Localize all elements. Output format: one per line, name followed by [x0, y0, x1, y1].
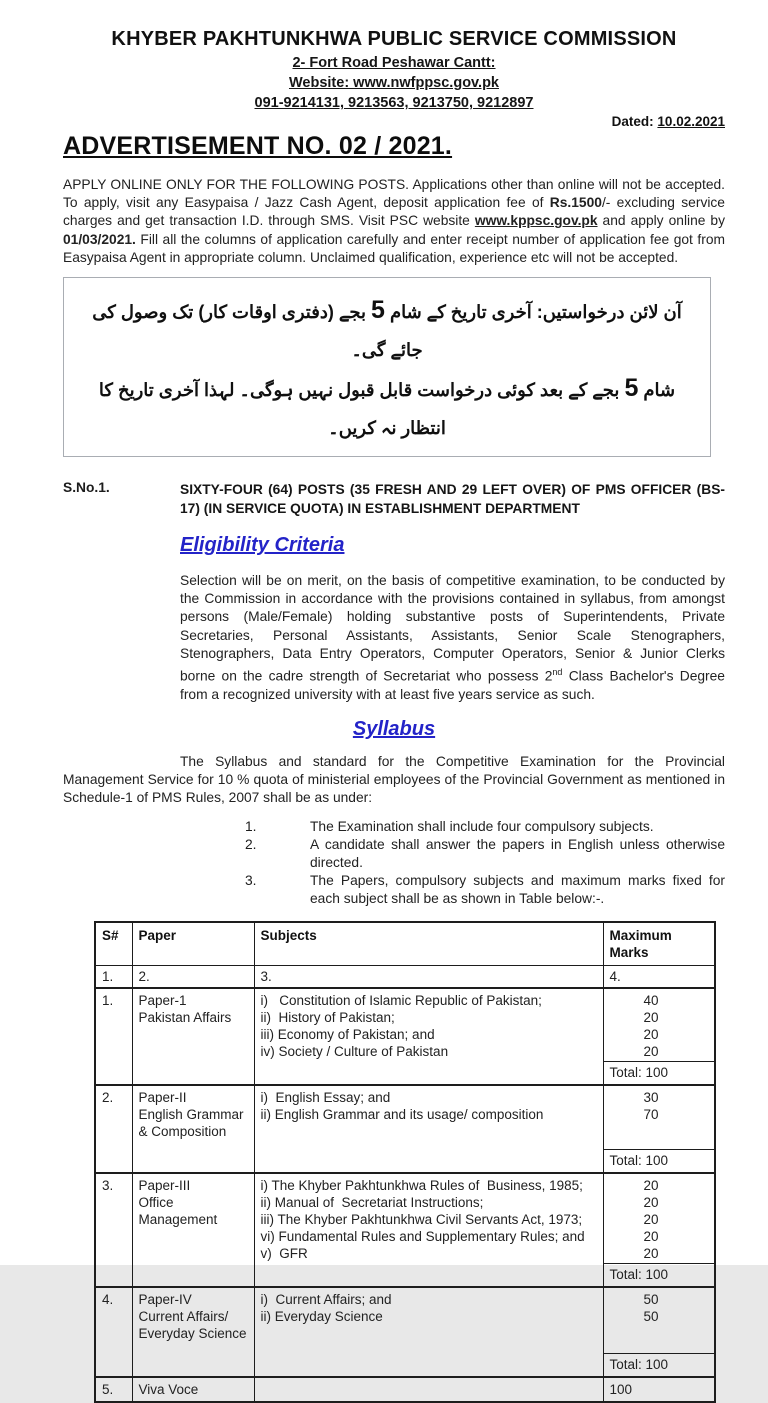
paper-line: Pakistan Affairs	[138, 1009, 232, 1025]
paper-line: Paper-IV	[138, 1291, 192, 1307]
marks-value: 20	[643, 1228, 659, 1244]
row-sn: 2.	[95, 1085, 132, 1173]
intro-text-3: and apply online by	[597, 213, 726, 229]
eligibility-paragraph	[180, 572, 725, 704]
row-sn: 1.	[95, 988, 132, 1085]
eligibility-text-pre: Selection will be on merit, on the basis of competitive examination, to be conducted by the Commission in accordance with the provisions contained in syllabus, from amongst persons (Male/Female) holding substantive posts of Superintendents, Private Secretaries, Personal Assistants, Assistants, Senior Scale Stenographers, Stenographers, Data Entry Operators, Computer Operators, Senior & Junior Clerks borne on the cadre strength of Secretariat who possess 2	[180, 573, 725, 684]
urdu-notice-line-2	[78, 369, 696, 447]
list-item-text: A candidate shall answer the papers in English unless otherwise directed.	[310, 836, 725, 871]
row-subjects	[254, 1377, 603, 1402]
marks-value: 20	[643, 1177, 659, 1193]
subject-line: iv) Society / Culture of Pakistan	[260, 1043, 449, 1059]
marks-value: 40	[643, 992, 659, 1008]
table-row	[95, 1287, 715, 1377]
col-header-paper: Paper	[132, 922, 254, 966]
dated-label: Dated:	[611, 114, 658, 129]
subject-line: ii) English Grammar and its usage/ composition	[260, 1106, 544, 1122]
urdu-line1-post: بجے (دفتری اوقات کار) تک وصول کی جائے گی۔	[92, 302, 423, 361]
paper-line: & Composition	[138, 1123, 227, 1139]
subheader-cell: 2.	[132, 965, 254, 988]
table-row	[95, 1173, 715, 1287]
list-item	[63, 836, 725, 872]
urdu-line1-pre: آن لائن درخواستیں: آخری تاریخ کے شام	[384, 302, 682, 323]
urdu-line1-time: 5	[371, 296, 385, 325]
row-paper	[132, 988, 254, 1085]
subject-line: v) GFR	[260, 1245, 308, 1261]
post-serial-number: S.No.1.	[63, 480, 110, 496]
commission-phones: 091-9214131, 9213563, 9213750, 9212897	[254, 95, 534, 111]
subheader-cell: 3.	[254, 965, 603, 988]
row-paper	[132, 1173, 254, 1287]
row-marks	[603, 1173, 715, 1287]
list-item-text: The Papers, compulsory subjects and maximum marks fixed for each subject shall be as shown in Table below:-.	[310, 873, 725, 907]
papers-marks-table	[94, 921, 716, 1403]
marks-value: 50	[643, 1308, 659, 1324]
marks-value: 20	[643, 1211, 659, 1227]
marks-value: 20	[643, 1194, 659, 1210]
subject-line: i) Constitution of Islamic Republic of Pakistan;	[260, 992, 542, 1008]
paper-line: English Grammar	[138, 1106, 244, 1122]
dated-line	[63, 114, 725, 129]
marks-value: 30	[643, 1089, 659, 1105]
table-row	[95, 1377, 715, 1402]
subject-line: i) The Khyber Pakhtunkhwa Rules of Business, 1985;	[260, 1177, 583, 1193]
col-header-max-marks: Maximum Marks	[603, 922, 715, 966]
urdu-line2-post: بجے کے بعد کوئی درخواست قابل قبول نہیں ہوگی۔ لہذا آخری تاریخ کا انتظار نہ کریں۔	[98, 380, 625, 439]
apply-instructions-paragraph	[63, 176, 725, 267]
paper-line: Management	[138, 1211, 218, 1227]
row-paper	[132, 1085, 254, 1173]
subject-line: i) English Essay; and	[260, 1089, 391, 1105]
list-item-text: The Examination shall include four compulsory subjects.	[310, 818, 654, 834]
row-marks	[603, 988, 715, 1085]
row-sn: 3.	[95, 1173, 132, 1287]
row-paper	[132, 1377, 254, 1402]
marks-value: 20	[643, 1245, 659, 1261]
post-section	[63, 480, 725, 518]
intro-text-4: Fill all the columns of application carefully and enter receipt number of application fee got from Easypaisa Agent in appropriate column. Unclaimed qualification, experience etc will not be accepted.	[63, 231, 725, 265]
commission-website: Website: www.nwfppsc.gov.pk	[288, 75, 499, 91]
marks-value: 50	[643, 1291, 659, 1307]
list-item	[63, 818, 725, 836]
table-row	[95, 988, 715, 1085]
subject-line: iii) Economy of Pakistan; and	[260, 1026, 435, 1042]
row-sn: 5.	[95, 1377, 132, 1402]
table-row	[95, 1085, 715, 1173]
subheader-cell: 1.	[95, 965, 132, 988]
urdu-notice-box	[63, 277, 711, 457]
document-header	[63, 28, 725, 111]
marks-total: Total: 100	[604, 1353, 715, 1376]
subject-line: ii) History of Pakistan;	[260, 1009, 395, 1025]
marks-value: 70	[643, 1106, 659, 1122]
row-marks	[603, 1287, 715, 1377]
dated-value: 10.02.2021	[657, 114, 725, 129]
marks-value: 20	[643, 1009, 659, 1025]
post-title: SIXTY-FOUR (64) POSTS (35 FRESH AND 29 LEFT OVER) OF PMS OFFICER (BS-17) (IN SERVICE QUOTA) IN ESTABLISHMENT DEPARTMENT	[180, 482, 725, 517]
eligibility-criteria-heading: Eligibility Criteria	[180, 534, 345, 557]
paper-line: Paper-1	[138, 992, 187, 1008]
commission-address: 2- Fort Road Peshawar Cantt:	[292, 55, 496, 71]
marks-total: Total: 100	[604, 1263, 715, 1286]
paper-line: Current Affairs/	[138, 1308, 229, 1324]
urdu-line2-pre: شام	[638, 380, 676, 401]
row-subjects	[254, 1085, 603, 1173]
apply-deadline: 01/03/2021.	[63, 231, 136, 247]
subject-line: ii) Manual of Secretariat Instructions;	[260, 1194, 484, 1210]
intro-text-2: /- excluding service charges and get transaction I.D. through SMS. Visit PSC website	[63, 195, 725, 229]
list-item-number: 2.	[245, 836, 257, 852]
paper-line: Paper-II	[138, 1089, 187, 1105]
marks-value: 100	[609, 1381, 633, 1397]
urdu-notice-line-1	[78, 291, 696, 369]
psc-website-link: www.kppsc.gov.pk	[474, 213, 598, 229]
syllabus-intro-paragraph: The Syllabus and standard for the Competitive Examination for the Provincial Management Service for 10 % quota of ministerial employees of the Provincial Government as mentioned in Schedule-1 of PMS Rules, 2007 shall be as under:	[63, 754, 725, 806]
marks-value: 20	[643, 1043, 659, 1059]
syllabus-heading: Syllabus	[352, 718, 436, 741]
marks-value: 20	[643, 1026, 659, 1042]
paper-line: Paper-III	[138, 1177, 191, 1193]
list-item-number: 3.	[245, 873, 257, 889]
col-header-sn: S#	[95, 922, 132, 966]
commission-title: KHYBER PAKHTUNKHWA PUBLIC SERVICE COMMISSION	[111, 28, 677, 50]
list-item-number: 1.	[245, 818, 257, 834]
row-marks	[603, 1377, 715, 1402]
subheader-cell: 4.	[603, 965, 715, 988]
row-paper	[132, 1287, 254, 1377]
marks-total: Total: 100	[604, 1149, 715, 1172]
ordinal-superscript: nd	[552, 667, 563, 678]
marks-total: Total: 100	[604, 1061, 715, 1084]
paper-line: Everyday Science	[138, 1325, 247, 1341]
col-header-subjects: Subjects	[254, 922, 603, 966]
subject-line: vi) Fundamental Rules and Supplementary Rules; and	[260, 1228, 585, 1244]
row-subjects	[254, 1287, 603, 1377]
row-subjects	[254, 1173, 603, 1287]
advertisement-heading: ADVERTISEMENT NO. 02 / 2021.	[63, 132, 453, 160]
table-subheader-row	[95, 965, 715, 988]
subject-line: i) Current Affairs; and	[260, 1291, 392, 1307]
table-header-row	[95, 922, 715, 966]
eligibility-text-post: Class Bachelor's Degree from a recognized university with at least five years service as such.	[180, 668, 725, 702]
list-item	[63, 872, 725, 908]
row-sn: 4.	[95, 1287, 132, 1377]
paper-line: Office	[138, 1194, 174, 1210]
row-subjects	[254, 988, 603, 1085]
application-fee: Rs.1500	[549, 195, 602, 211]
intro-text-1: APPLY ONLINE ONLY FOR THE FOLLOWING POSTS. Applications other than online will not be accepted. To apply, visit any Easypaisa / Jazz Cash Agent, deposit application fee of	[63, 177, 725, 211]
urdu-line2-time: 5	[624, 374, 639, 403]
subject-line: ii) Everyday Science	[260, 1308, 383, 1324]
paper-line: Viva Voce	[138, 1381, 199, 1397]
syllabus-rules-list	[63, 818, 725, 909]
row-marks	[603, 1085, 715, 1173]
subject-line: iii) The Khyber Pakhtunkhwa Civil Servants Act, 1973;	[260, 1211, 583, 1227]
